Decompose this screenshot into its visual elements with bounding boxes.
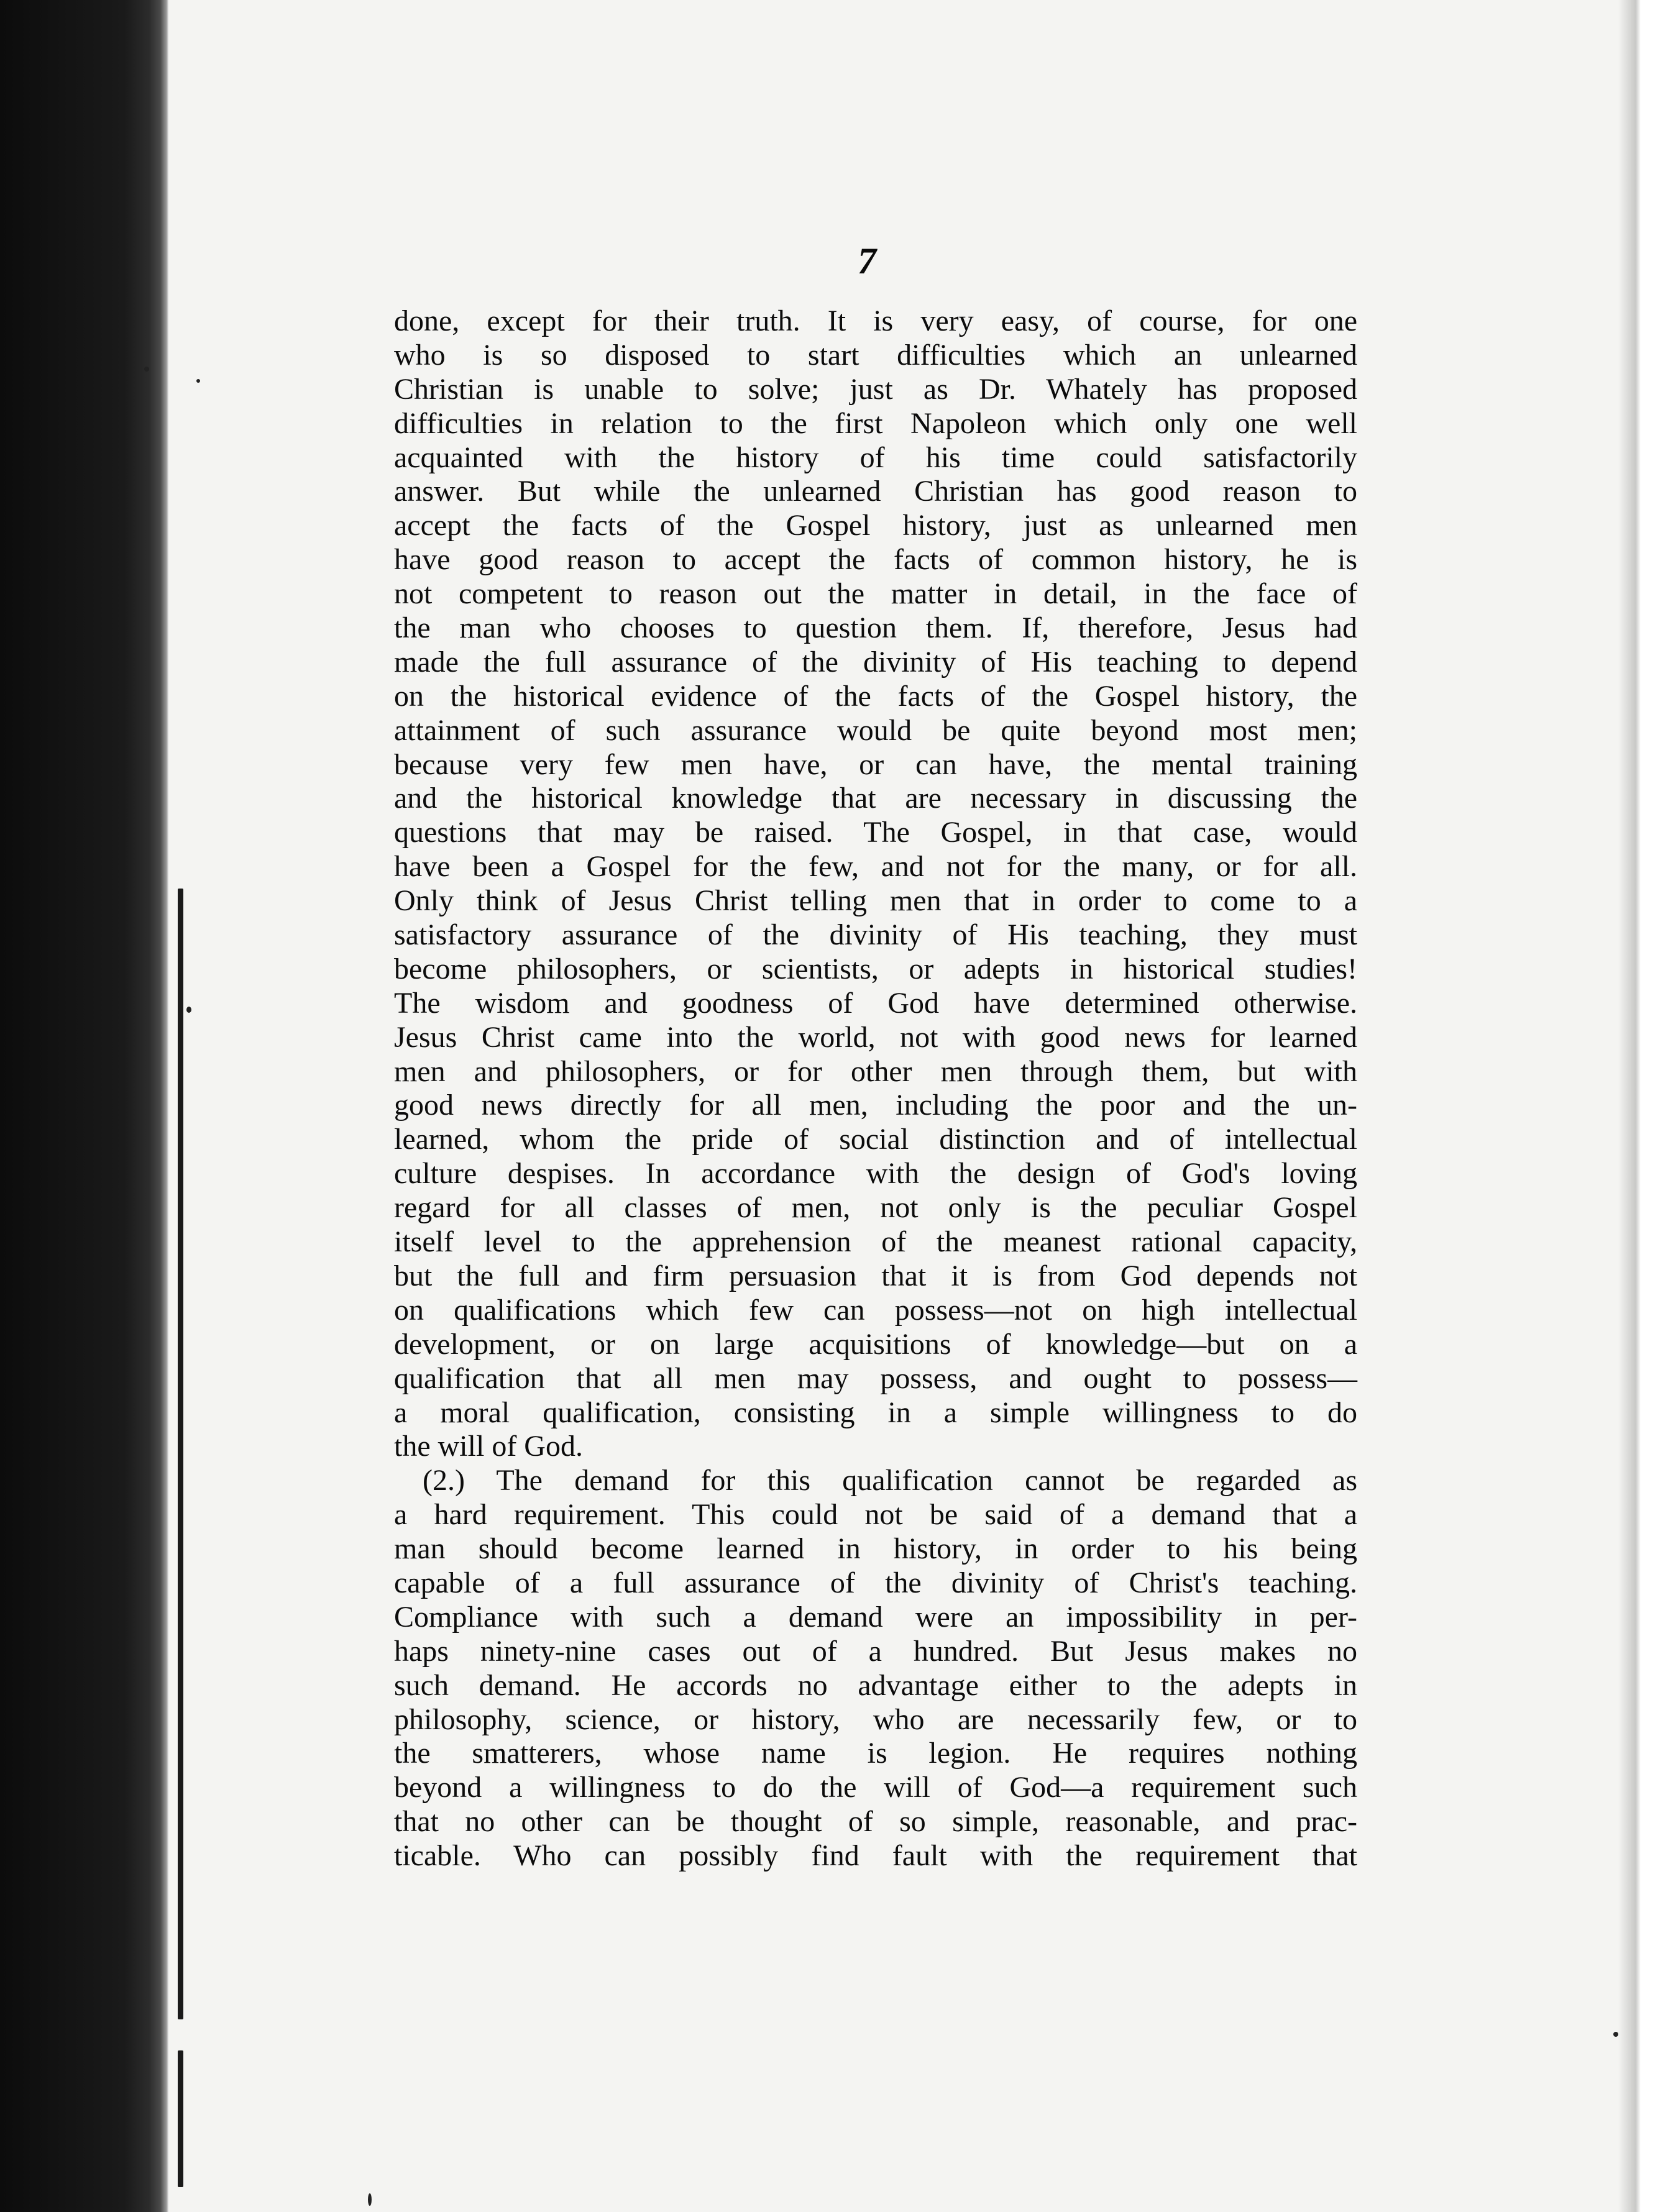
text-line: haps ninety-nine cases out of a hundred. But Jesus makes no bbox=[394, 1634, 1357, 1668]
text-line: on the historical evidence of the facts of the Gospel history, the bbox=[394, 679, 1357, 713]
text-line: accept the facts of the Gospel history, just as unlearned men bbox=[394, 509, 1357, 542]
dust-speck bbox=[186, 1007, 191, 1013]
text-line: good news directly for all men, including the poor and the un- bbox=[394, 1089, 1357, 1122]
text-line: and the historical knowledge that are necessary in discussing the bbox=[394, 782, 1357, 815]
text-line: satisfactory assurance of the divinity of His teaching, they must bbox=[394, 918, 1357, 952]
text-line: a moral qualification, consisting in a simple willingness to do bbox=[394, 1396, 1357, 1429]
text-line: difficulties in relation to the first Napoleon which only one well bbox=[394, 406, 1357, 440]
book-binding-edge bbox=[0, 0, 169, 2212]
text-line: have good reason to accept the facts of common history, he is bbox=[394, 543, 1357, 577]
text-line: but the full and firm persuasion that it is from God depends not bbox=[394, 1259, 1357, 1292]
text-line: answer. But while the unlearned Christian has good reason to bbox=[394, 475, 1357, 508]
text-line: who is so disposed to start difficulties which an unlearned bbox=[394, 338, 1357, 372]
text-line: because very few men have, or can have, the mental training bbox=[394, 747, 1357, 781]
text-line: acquainted with the history of his time could satisfactorily bbox=[394, 441, 1357, 474]
text-line: a hard requirement. This could not be said of a demand that a bbox=[394, 1498, 1357, 1532]
page-right-edge bbox=[1618, 0, 1641, 2212]
text-line: beyond a willingness to do the will of God—a requirement such bbox=[394, 1771, 1357, 1804]
text-line: men and philosophers, or for other men through them, but with bbox=[394, 1054, 1357, 1088]
dust-speck bbox=[196, 379, 200, 383]
text-line: Only think of Jesus Christ telling men that in order to come to a bbox=[394, 884, 1357, 918]
text-line: done, except for their truth. It is very easy, of course, for one bbox=[394, 304, 1357, 337]
text-line: The wisdom and goodness of God have determined otherwise. bbox=[394, 986, 1357, 1020]
text-line: that no other can be thought of so simple, reasonable, and prac- bbox=[394, 1805, 1357, 1839]
text-line: Compliance with such a demand were an impossibility in per- bbox=[394, 1600, 1357, 1634]
text-line: the will of God. bbox=[394, 1430, 583, 1463]
text-line: ticable. Who can possibly find fault with the requirement that bbox=[394, 1839, 1357, 1873]
text-line: attainment of such assurance would be quite beyond most men; bbox=[394, 713, 1357, 747]
binding-mark bbox=[178, 889, 183, 2019]
text-line: qualification that all men may possess, and ought to possess— bbox=[394, 1361, 1357, 1395]
text-line: philosophy, science, or history, who are necessarily few, or to bbox=[394, 1702, 1357, 1736]
body-text bbox=[394, 304, 1357, 1873]
text-line: not competent to reason out the matter in detail, in the face of bbox=[394, 577, 1357, 611]
binding-mark bbox=[178, 2050, 183, 2187]
text-line: capable of a full assurance of the divinity of Christ's teaching. bbox=[394, 1566, 1357, 1599]
text-line: questions that may be raised. The Gospel, in that case, would bbox=[394, 816, 1357, 849]
text-line: Jesus Christ came into the world, not with good news for learned bbox=[394, 1020, 1357, 1054]
text-line: have been a Gospel for the few, and not for the many, or for all. bbox=[394, 850, 1357, 884]
text-line: learned, whom the pride of social distinction and of intellectual bbox=[394, 1123, 1357, 1156]
text-line: on qualifications which few can possess—not on high intellectual bbox=[394, 1293, 1357, 1327]
dust-speck bbox=[144, 367, 149, 372]
text-line: itself level to the apprehension of the meanest rational capacity, bbox=[394, 1225, 1357, 1259]
dust-speck bbox=[368, 2193, 372, 2206]
text-line: the smatterers, whose name is legion. He requires nothing bbox=[394, 1737, 1357, 1770]
text-line: made the full assurance of the divinity of His teaching to depend bbox=[394, 645, 1357, 679]
text-line: the man who chooses to question them. If, therefore, Jesus had bbox=[394, 611, 1357, 645]
text-line: such demand. He accords no advantage either to the adepts in bbox=[394, 1668, 1357, 1702]
text-line: development, or on large acquisitions of knowledge—but on a bbox=[394, 1327, 1357, 1361]
page-number: 7 bbox=[858, 240, 876, 281]
text-line: Christian is unable to solve; just as Dr. Whately has proposed bbox=[394, 372, 1357, 406]
dust-speck bbox=[1613, 2032, 1618, 2037]
text-line: (2.) The demand for this qualification cannot be regarded as bbox=[423, 1464, 1357, 1497]
text-line: become philosophers, or scientists, or adepts in historical studies! bbox=[394, 952, 1357, 985]
text-line: regard for all classes of men, not only is the peculiar Gospel bbox=[394, 1191, 1357, 1225]
text-line: man should become learned in history, in order to his being bbox=[394, 1532, 1357, 1566]
text-line: culture despises. In accordance with the design of God's loving bbox=[394, 1157, 1357, 1191]
